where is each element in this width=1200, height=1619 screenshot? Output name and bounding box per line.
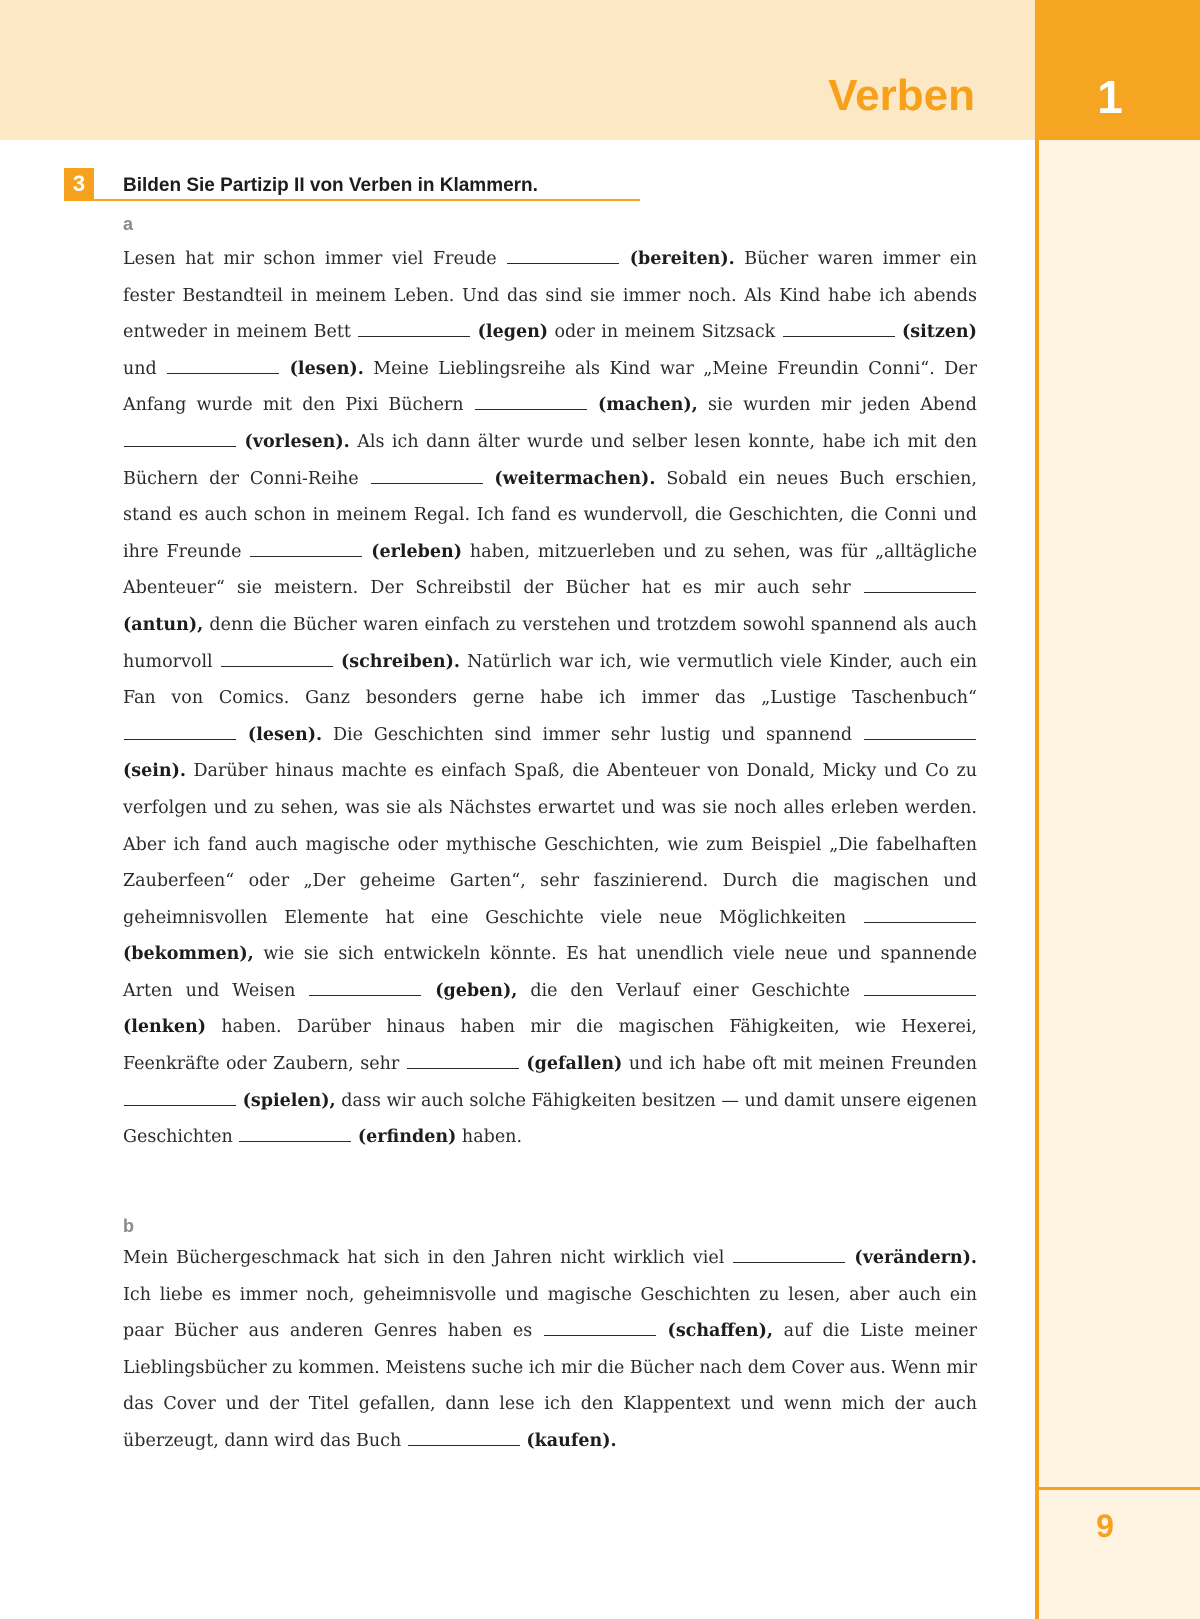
verb-hint: (legen) [477,322,549,343]
answer-blank[interactable] [507,262,619,264]
answer-blank[interactable] [371,482,483,484]
verb-hint: (spielen), [242,1090,336,1111]
answer-blank[interactable] [239,1140,351,1142]
verb-hint: (machen), [597,395,698,416]
answer-blank[interactable] [864,921,976,923]
section-a-text [123,241,977,1156]
side-divider [1035,1487,1200,1490]
text-segment: und ich habe oft mit meinen Freunden [628,1054,977,1075]
text-segment: dass wir auch solche Fähigkeiten besitzen — und damit unsere eigenen Geschichten [123,1090,977,1148]
verb-hint: (geben), [435,980,518,1001]
verb-hint: (vorlesen). [244,431,350,452]
text-segment: haben, mitzuerleben und zu sehen, was für „alltägliche Abenteuer“ sie meistern. Der Schreibstil der Bücher hat es mir auch sehr [123,541,977,599]
task-instruction: Bilden Sie Partizip II von Verben in Klammern. [123,175,538,196]
task-underline [64,199,640,201]
section-a-label: a [123,214,134,234]
answer-blank[interactable] [250,555,362,557]
answer-blank[interactable] [864,738,976,740]
text-segment: auf die Liste meiner Lieblingsbücher zu kommen. Meistens suche ich mir die Bücher nach dem Cover aus. Wenn mir das Cover und der Titel gefallen, dann lese ich den Klappentext und wenn mich der auch überzeugt, dann wird das Buch [123,1321,977,1451]
verb-hint: (bereiten). [629,249,735,269]
section-b-text [123,1240,977,1460]
section-b-label: b [123,1216,134,1236]
side-band [1035,0,1200,1619]
verb-hint: (sein). [123,761,187,782]
verb-hint: (kaufen). [526,1430,617,1451]
answer-blank[interactable] [408,1444,520,1446]
text-segment: die den Verlauf einer Geschichte [530,980,850,1001]
text-segment: Natürlich war ich, wie vermutlich viele Kinder, auch ein Fan von Comics. Ganz besonders gerne habe ich immer das „Lustige Taschenbuch“ [123,651,977,709]
text-segment: haben. [461,1127,523,1148]
verb-hint: (antun), [123,614,204,635]
verb-hint: (verändern). [854,1248,977,1268]
verb-hint: (erfinden) [357,1127,457,1148]
chapter-title: Verben [828,71,975,120]
task-number-badge: 3 [64,168,94,199]
answer-blank[interactable] [124,738,236,740]
text-segment: Die Geschichten sind immer sehr lustig und spannend [333,724,853,745]
answer-blank[interactable] [544,1334,656,1336]
text-segment: Ich liebe es immer noch, geheimnisvolle und magische Geschichten zu lesen, aber auch ein paar Bücher aus anderen Genres haben es [123,1284,977,1342]
text-segment: Darüber hinaus machte es einfach Spaß, die Abenteuer von Donald, Micky und Co zu verfolgen und zu sehen, was sie als Nächstes erwartet und was sie noch alles erleben werden. Aber ich fand auch magische oder mythische Geschichten, wie zum Beispiel „Die fabelhaften Zauberfeen“ oder „Der geheime Garten“, sehr faszinierend. Durch die magischen und geheimnisvollen Elemente hat eine Geschichte viele neue Möglichkeiten [123,761,977,928]
verb-hint: (lenken) [123,1017,207,1038]
answer-blank[interactable] [864,591,976,593]
text-segment: oder in meinem Sitzsack [554,322,776,343]
verb-hint: (schreiben). [340,651,460,672]
answer-blank[interactable] [358,335,470,337]
verb-hint: (lesen). [289,358,364,379]
answer-blank[interactable] [407,1067,519,1069]
verb-hint: (lesen). [247,724,323,745]
text-segment: denn die Bücher waren einfach zu verstehen und trotzdem sowohl spannend als auch humorvoll [123,614,977,672]
answer-blank[interactable] [783,335,895,337]
answer-blank[interactable] [124,445,236,447]
text-segment: haben. Darüber hinaus haben mir die magischen Fähigkeiten, wie Hexerei, Feenkräfte oder Zaubern, sehr [123,1017,977,1075]
text-segment: Sobald ein neues Buch erschien, stand es auch schon in meinem Regal. Ich fand es wundervoll, die Geschichten, die Conni und ihre Freunde [123,468,977,562]
text-segment: und [123,358,157,379]
text-segment: wie sie sich entwickeln könnte. Es hat unendlich viele neue und spannende Arten und Weisen [123,944,977,1001]
verb-hint: (weitermachen). [494,468,656,489]
text-segment: Bücher waren immer ein fester Bestandteil in meinem Leben. Und das sind sie immer noch. Als Kind habe ich abends entweder in meinem Bett [123,249,977,343]
answer-blank[interactable] [309,994,421,996]
verb-hint: (bekommen), [123,944,254,965]
verb-hint: (schaffen), [667,1321,773,1342]
text-segment: sie wurden mir jeden Abend [707,395,977,416]
answer-blank[interactable] [221,665,333,667]
chapter-number: 1 [1097,71,1123,123]
text-segment: Mein Büchergeschmack hat sich in den Jahren nicht wirklich viel [123,1248,725,1268]
text-segment: Lesen hat mir schon immer viel Freude [123,249,497,269]
answer-blank[interactable] [864,994,976,996]
text-segment: Meine Lieblingsreihe als Kind war „Meine Freundin Conni“. Der Anfang wurde mit den Pixi Büchern [123,358,977,416]
answer-blank[interactable] [124,1104,236,1106]
answer-blank[interactable] [475,408,587,410]
answer-blank[interactable] [167,372,279,374]
verb-hint: (erleben) [371,541,463,562]
answer-blank[interactable] [733,1261,845,1263]
verb-hint: (gefallen) [526,1054,623,1075]
page-number: 9 [1096,1508,1114,1544]
verb-hint: (sitzen) [901,322,977,343]
text-segment: Als ich dann älter wurde und selber lesen konnte, habe ich mit den Büchern der Conni-Reihe [123,431,977,489]
